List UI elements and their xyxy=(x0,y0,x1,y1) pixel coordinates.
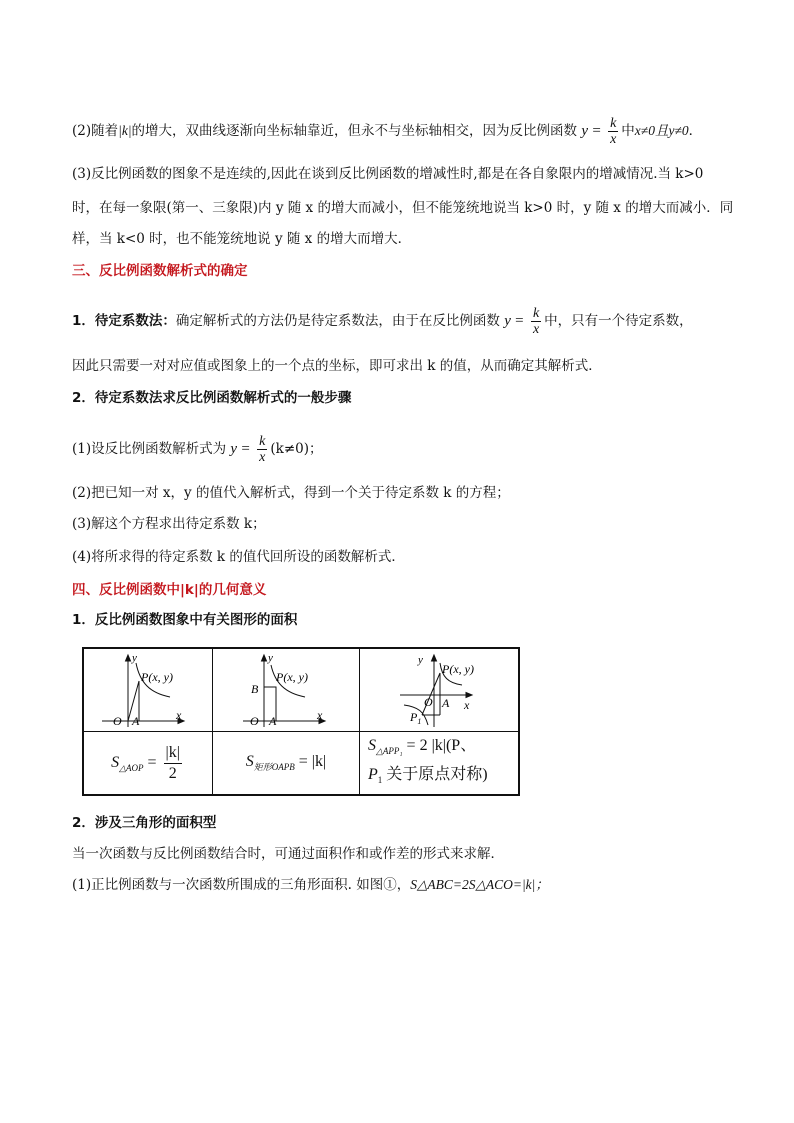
s42-line-1: 当一次函数与反比例函数结合时，可通过面积作和或作差的形式来求解． xyxy=(72,846,504,862)
f2-eq: = |k| xyxy=(298,752,327,770)
s2-y: y xyxy=(230,441,238,457)
s42-line-2b: S△ABC=2S△ACO=|k|； xyxy=(410,877,549,892)
graph-1 xyxy=(84,649,212,731)
s2-step-1 xyxy=(72,434,734,465)
graph-cell-1 xyxy=(83,648,213,732)
s2-eq: = xyxy=(241,441,250,457)
s2-heading: 2．待定系数法求反比例函数解析式的一般步骤 xyxy=(72,390,352,406)
g3-y-label: y xyxy=(418,654,423,666)
formula-cell-2 xyxy=(213,732,360,796)
formula-2 xyxy=(245,752,327,773)
f1-den: 2 xyxy=(168,764,177,782)
g3-o-label: O xyxy=(424,695,433,709)
g2-b-label: B xyxy=(251,682,259,696)
formula-row xyxy=(83,732,519,796)
s42-line-2a: (1)正比例函数与一次函数所围成的三角形面积. 如图①， xyxy=(72,877,411,893)
f1-eq: = xyxy=(147,753,157,771)
s1-label: 1．待定系数法： xyxy=(72,313,176,329)
g3-p-label: P(x, y) xyxy=(442,662,474,676)
area-figure-table xyxy=(82,647,520,796)
f1-s: S xyxy=(111,753,120,771)
p2-text-a: (2)随着 xyxy=(72,123,119,139)
s1-eq: = xyxy=(515,313,524,329)
section-heading-4: 四、反比例函数中|k|的几何意义 xyxy=(72,582,267,598)
formula-3 xyxy=(368,734,518,792)
graph-2 xyxy=(213,649,359,731)
g3-a-label: A xyxy=(442,696,450,710)
s1-frac-den: x xyxy=(532,322,540,337)
s1-line-1 xyxy=(72,306,734,337)
f2-s: S xyxy=(245,752,254,770)
section-heading-3: 三、反比例函数解析式的确定 xyxy=(72,263,248,279)
g1-y-label: y xyxy=(132,652,137,664)
f3-sub: △APP₁ xyxy=(376,746,403,756)
s2-step1-b: (k≠0)； xyxy=(270,441,323,457)
formula-1 xyxy=(111,743,185,782)
p2-text-c: 的增大，双曲线逐渐向坐标轴靠近，但永不与坐标轴相交，因为反比例函数 xyxy=(131,123,578,139)
p2-eq: = xyxy=(592,123,601,139)
s1-line-2: 因此只需要一对对应值或图象上的一个点的坐标，即可求出 k 的值，从而确定其解析式． xyxy=(72,358,602,374)
graph-row xyxy=(83,648,519,732)
s2-frac-num: k xyxy=(259,434,266,449)
s1-text-a: 确定解析式的方法仍是待定系数法，由于在反比例函数 xyxy=(175,313,500,329)
formula-cell-1 xyxy=(83,732,213,796)
p2-y: y xyxy=(581,123,589,139)
p2-text-g: ． xyxy=(688,123,703,139)
p2-frac-num: k xyxy=(610,116,617,131)
paragraph-3-line-3: 样，当 k<0 时，也不能笼统地说 y 随 x 的增大而增大． xyxy=(72,231,412,247)
g2-o-label: O xyxy=(250,714,259,728)
f2-sub: 矩形OAPB xyxy=(253,762,295,773)
s41-heading: 1．反比例函数图象中有关图形的面积 xyxy=(72,612,298,628)
s1-text-b: 中，只有一个待定系数， xyxy=(544,313,693,329)
p2-frac-den: x xyxy=(610,132,617,147)
paragraph-3-line-1: (3)反比例函数的图象不是连续的,因此在谈到反比例函数的增减性时,都是在各自象限内的增减情况.当 k>0 xyxy=(72,166,704,182)
paragraph-3-line-2: 时，在每一象限(第一、三象限)内 y 随 x 的增大而减小，但不能笼统地说当 k>0 时，y 随 x 的增大而减小．同 xyxy=(72,200,734,216)
p2-text-f: y≠0 xyxy=(668,123,689,138)
g3-x-label: x xyxy=(464,698,470,712)
s2-frac-den: x xyxy=(259,450,266,465)
f3-l1: = 2 |k|(P、 xyxy=(406,736,477,754)
paragraph-2 xyxy=(72,116,734,147)
f1-sub: △AOP xyxy=(119,762,144,773)
g2-p-label: P(x, y) xyxy=(276,670,308,684)
f3-s: S xyxy=(368,736,376,754)
f3-l2: 关于原点对称) xyxy=(382,766,488,783)
s1-frac-num: k xyxy=(532,306,540,321)
s42-heading: 2．涉及三角形的面积型 xyxy=(72,815,217,831)
f3-p1-sub: 1 xyxy=(377,775,383,786)
s1-fraction xyxy=(531,306,541,337)
f3-line-2 xyxy=(368,763,518,792)
s2-step1-a: (1)设反比例函数解析式为 xyxy=(72,441,227,457)
formula-cell-3 xyxy=(360,732,520,796)
s2-step-3: (3)解这个方程求出待定系数 k； xyxy=(72,516,266,532)
g1-p-label: P(x, y) xyxy=(141,670,173,684)
g1-a-label: A xyxy=(132,714,140,728)
graph-cell-2 xyxy=(213,648,360,732)
p2-fraction xyxy=(608,116,618,147)
g2-y-label: y xyxy=(268,652,273,664)
p2-text-e: x≠0且 xyxy=(634,123,669,138)
s2-fraction xyxy=(257,434,267,465)
graph-cell-3 xyxy=(360,648,520,732)
g1-o-label: O xyxy=(113,714,122,728)
f3-line-1 xyxy=(368,734,518,763)
g2-x-label: x xyxy=(317,708,323,722)
f1-num: |k| xyxy=(164,743,182,764)
s1-y: y xyxy=(504,313,511,329)
f1-fraction xyxy=(164,743,182,784)
p2-abs-k: |k| xyxy=(118,123,132,138)
s2-step-4: (4)将所求得的待定系数 k 的值代回所设的函数解析式． xyxy=(72,549,405,565)
s42-line-2 xyxy=(72,875,734,895)
g1-x-label: x xyxy=(176,708,182,722)
g2-a-label: A xyxy=(269,714,277,728)
s2-step-2: (2)把已知一对 x，y 的值代入解析式，得到一个关于待定系数 k 的方程； xyxy=(72,485,510,501)
g3-p1-label: $P_1$ xyxy=(410,710,422,726)
graph-3 xyxy=(360,649,518,731)
p2-text-d: 中 xyxy=(621,123,635,139)
f3-p1: P xyxy=(368,766,378,783)
